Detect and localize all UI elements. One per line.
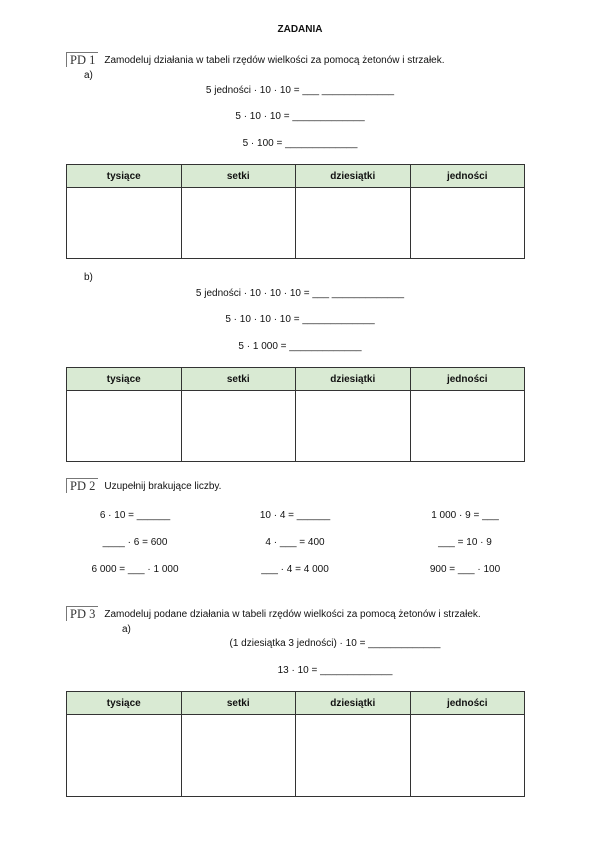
cell-thousands[interactable]	[67, 391, 182, 462]
pd2-badge: PD 2	[66, 478, 98, 493]
cell-tens[interactable]	[296, 188, 411, 259]
pd1-a-equation-2: 5 · 10 · 10 = _____________	[235, 111, 365, 122]
header-ones: jedności	[410, 368, 525, 391]
pd2-r2-c3: ___ = 10 · 9	[438, 537, 492, 548]
pd2-r1-c3: 1 000 · 9 = ___	[431, 510, 499, 521]
pd1-b-equation-3: 5 · 1 000 = _____________	[238, 341, 362, 352]
pd2-r1-c1: 6 · 10 = ______	[99, 510, 171, 521]
cell-hundreds[interactable]	[181, 391, 296, 462]
place-value-table-2	[66, 367, 525, 462]
pd2-header	[66, 478, 221, 493]
header-thousands: tysiące	[67, 165, 182, 188]
pd3-a-equation-1: (1 dziesiątka 3 jedności) · 10 = _____________	[229, 638, 441, 649]
cell-ones[interactable]	[410, 188, 525, 259]
pd1-badge: PD 1	[66, 52, 98, 67]
cell-ones[interactable]	[410, 391, 525, 462]
pd2-r3-c1: 6 000 = ___ · 1 000	[91, 564, 179, 575]
place-value-table-1	[66, 164, 525, 259]
pd1-part-a-label: a)	[84, 70, 93, 81]
pd2-r1-c2: 10 · 4 = ______	[259, 510, 331, 521]
pd1-b-equation-1: 5 jedności · 10 · 10 · 10 = ___ _____________	[195, 288, 405, 299]
header-tens: dziesiątki	[296, 692, 411, 715]
cell-thousands[interactable]	[67, 715, 182, 797]
header-tens: dziesiątki	[296, 165, 411, 188]
pd1-header	[66, 52, 445, 67]
cell-tens[interactable]	[296, 391, 411, 462]
header-tens: dziesiątki	[296, 368, 411, 391]
pd2-r3-c2: ___ · 4 = 4 000	[261, 564, 329, 575]
pd1-instruction: Zamodeluj działania w tabeli rzędów wielkości za pomocą żetonów i strzałek.	[104, 55, 445, 66]
header-thousands: tysiące	[67, 368, 182, 391]
pd2-r2-c1: ____ · 6 = 600	[102, 537, 168, 548]
page-title: ZADANIA	[277, 24, 323, 35]
place-value-table-3	[66, 691, 525, 797]
pd3-part-a-label: a)	[122, 624, 131, 635]
pd2-r3-c3: 900 = ___ · 100	[429, 564, 501, 575]
pd2-instruction: Uzupełnij brakujące liczby.	[104, 481, 222, 492]
header-ones: jedności	[410, 165, 525, 188]
header-thousands: tysiące	[67, 692, 182, 715]
pd3-header	[66, 606, 481, 621]
cell-tens[interactable]	[296, 715, 411, 797]
pd1-a-equation-1: 5 jedności · 10 · 10 = ___ _____________	[205, 85, 395, 96]
pd1-part-b-label: b)	[84, 272, 93, 283]
header-ones: jedności	[410, 692, 525, 715]
header-hundreds: setki	[181, 692, 296, 715]
pd2-r2-c2: 4 · ___ = 400	[265, 537, 325, 548]
header-hundreds: setki	[181, 368, 296, 391]
pd3-a-equation-2: 13 · 10 = _____________	[277, 665, 393, 676]
pd3-badge: PD 3	[66, 606, 98, 621]
pd3-instruction: Zamodeluj podane działania w tabeli rzędów wielkości za pomocą żetonów i strzałek.	[104, 609, 481, 620]
cell-ones[interactable]	[410, 715, 525, 797]
cell-hundreds[interactable]	[181, 715, 296, 797]
header-hundreds: setki	[181, 165, 296, 188]
cell-hundreds[interactable]	[181, 188, 296, 259]
cell-thousands[interactable]	[67, 188, 182, 259]
pd1-b-equation-2: 5 · 10 · 10 · 10 = _____________	[225, 314, 375, 325]
pd1-a-equation-3: 5 · 100 = _____________	[242, 138, 358, 149]
